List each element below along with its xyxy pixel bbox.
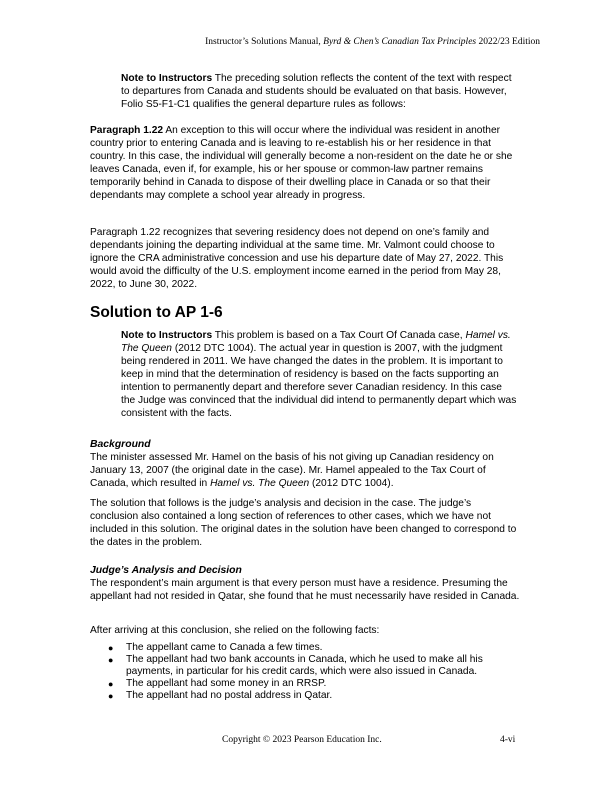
section-title: Solution to AP 1-6 [90,304,223,321]
solution-intro-paragraph: The solution that follows is the judge’s analysis and decision in the case. The judge’s conclusion also contained a long section of references to other cases, which we have not included in this solution. The original dates in the solution have been changed to correspond to the dates in the problem. [90,498,517,548]
background-text-a: The minister assessed Mr. Hamel on the basis of his not giving up Canadian residency on January 13, 2007 (the original date in the case). Mr. Hamel appealed to the Tax Court of Canada, which resulted in [90,452,494,489]
note-label: Note to Instructors [121,330,213,341]
analysis-heading: Judge’s Analysis and Decision [90,565,242,576]
bullet-icon: ● [108,655,114,665]
bullet-icon: ● [108,691,114,701]
background-text-b: (2012 DTC 1004). [309,478,394,489]
facts-intro-paragraph: After arriving at this conclusion, she relied on the following facts: [90,625,380,636]
note-text-a: This problem is based on a Tax Court Of Canada case, [212,330,466,341]
note-to-instructors-2 [121,329,517,420]
bullet-icon: ● [108,679,114,689]
header-prefix: Instructor’s Solutions Manual, [205,37,324,47]
note-text: The preceding solution reflects the content of the text with respect to departures from Canada and students should be evaluated on that basis. However, Folio S5-F1-C1 qualifies the general departure rules as follows: [121,73,512,110]
bullet-icon: ● [108,643,114,653]
running-header [205,36,540,48]
folio-paragraph-1-22 [90,124,522,202]
case-name: Hamel vs. The Queen [121,330,511,354]
header-book-title: Byrd & Chen’s Canadian Tax Principles [323,37,477,47]
header-suffix: 2022/23 Edition [476,37,540,47]
note-label: Note to Instructors [121,73,213,84]
note-to-instructors-1 [121,72,517,111]
background-paragraph [90,451,522,490]
copyright-footer: Copyright © 2023 Pearson Education Inc. [222,735,382,745]
respondent-argument-paragraph: The respondent’s main argument is that every person must have a residence. Presuming the appellant had not resided in Qatar, she found that he must necessarily have resided in Canada. [90,578,520,602]
list-item-text: The appellant had two bank accounts in Canada, which he used to make all his payments, in particular for his credit cards, which were also issued in Canada. [126,654,483,677]
list-item [90,690,522,702]
paragraph-label: Paragraph 1.22 [90,125,164,136]
list-item-text: The appellant came to Canada a few times. [126,642,323,653]
list-item [90,678,522,690]
page-number: 4-vi [500,735,516,745]
list-item-text: The appellant had no postal address in Qatar. [126,690,333,701]
note-text-b: (2012 DTC 1004). The actual year in question is 2007, with the judgment being rendered in 2011. We have changed the dates in the problem. It is important to keep in mind that the determination of residency is based on the facts supporting an intention to permanently depart and therefore sever Canadian residency. In this case the Judge was convinced that the individual did intend to permanently depart which was consistent with the facts. [121,343,517,419]
list-item-text: The appellant had some money in an RRSP. [126,678,327,689]
list-item [90,642,522,654]
background-heading: Background [90,439,151,450]
paragraph-1-22-comment: Paragraph 1.22 recognizes that severing residency does not depend on one’s family and dependants joining the departing individual at the same time. Mr. Valmont could choose to ignore the CRA administrative concession and use his departure date of May 27, 2022. This would avoid the difficulty of the U.S. employment income earned in the period from May 28, 2022, to June 30, 2022. [90,227,504,290]
facts-list [90,642,522,702]
paragraph-text: An exception to this will occur where the individual was resident in another country prior to entering Canada and is leaving to re-establish his or her residence in that country. In this case, the individual will generally become a non-resident on the date he or she leaves Canada, even if, for example, his or her spouse or common-law partner remains temporarily behind in Canada to dispose of their dwelling place in Canada or so that their dependants may complete a school year already in progress. [90,125,513,201]
list-item [90,654,522,678]
case-name: Hamel vs. The Queen [210,478,310,489]
